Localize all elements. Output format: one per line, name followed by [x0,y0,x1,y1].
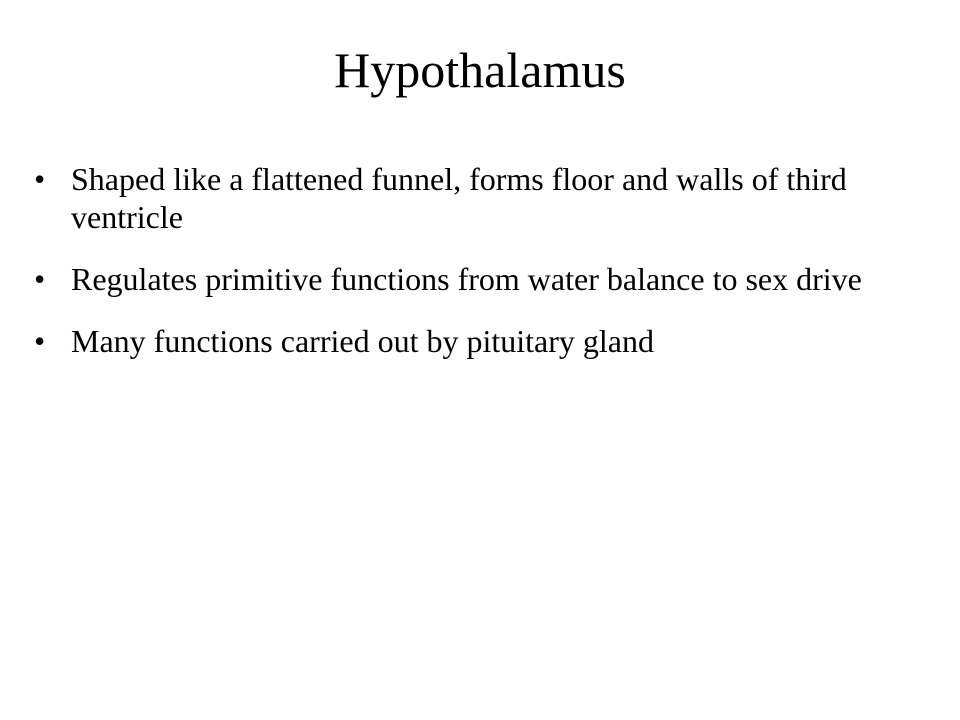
slide-title: Hypothalamus [334,42,626,98]
bullet-item [34,322,914,360]
bullet-text: Regulates primitive functions from water balance to sex drive [71,261,862,297]
bullet-item [34,260,914,298]
bullet-item [34,160,914,236]
bullet-marker-icon: • [34,261,46,297]
bullet-text: Shaped like a flattened funnel, forms floor and walls of third ventricle [71,161,847,235]
bullet-list [34,160,914,384]
bullet-marker-icon: • [34,323,46,359]
bullet-marker-icon: • [34,161,46,197]
bullet-text: Many functions carried out by pituitary gland [71,323,654,359]
